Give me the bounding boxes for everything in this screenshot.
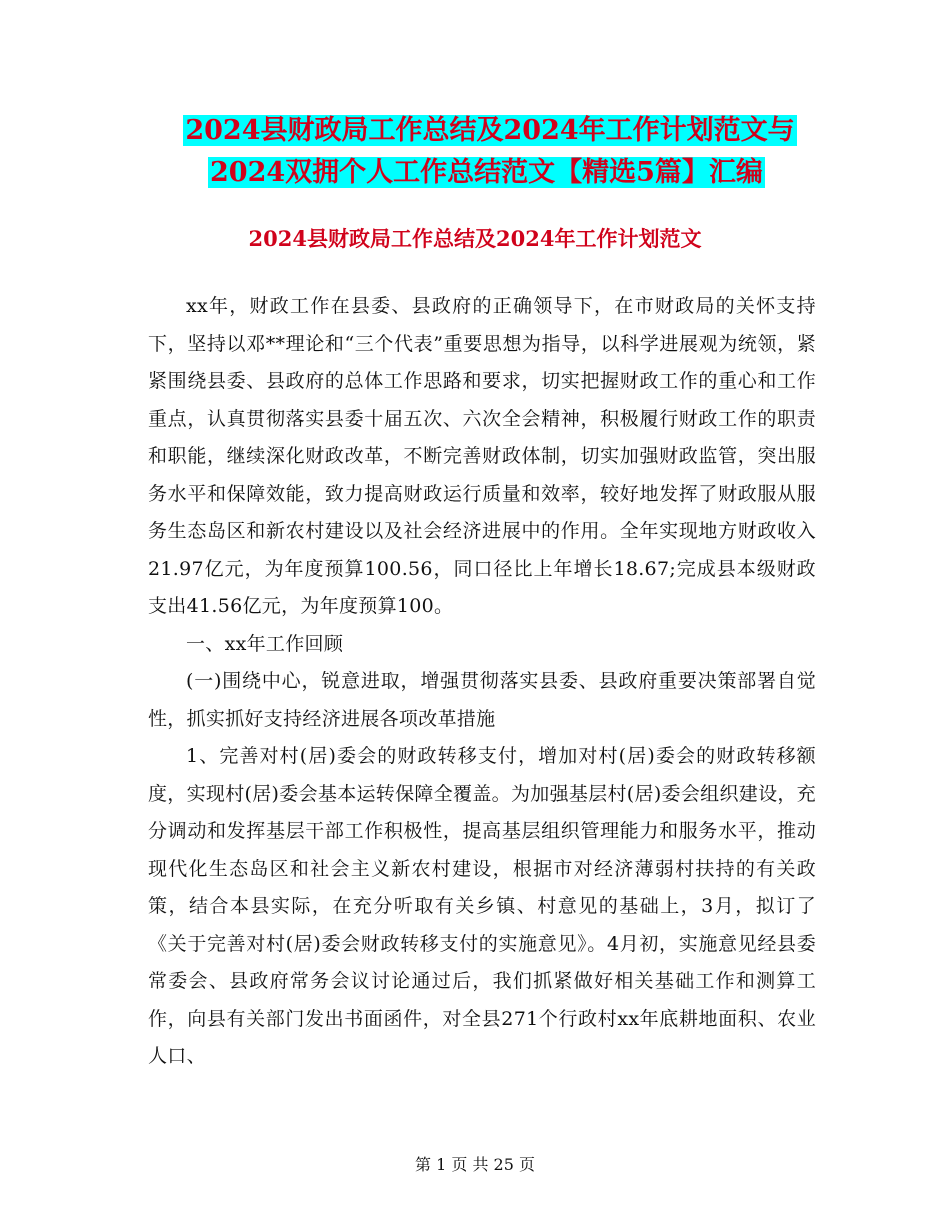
document-title-line-1	[0, 112, 950, 150]
title-highlight: 2024双拥个人工作总结范文【精选5篇】汇编	[210, 157, 763, 188]
paragraph: xx年，财政工作在县委、县政府的正确领导下，在市财政局的关怀支持下，坚持以邓**理论和“三个代表”重要思想为指导，以科学进展观为统领，紧紧围绕县委、县政府的总体工作思路和要求，切实把握财政工作的重心和工作重点，认真贯彻落实县委十届五次、六次全会精神，积极履行财政工作的职责和职能，继续深化财政改革，不断完善财政体制，切实加强财政监管，突出服务水平和保障效能，致力提高财政运行质量和效率，较好地发挥了财政服从服务生态岛区和新农村建设以及社会经济进展中的作用。全年实现地方财政收入21.97亿元，为年度预算100.56，同口径比上年增长18.67;完成县本级财政支出41.56亿元，为年度预算100。	[148, 295, 816, 617]
paragraph: 一、xx年工作回顾	[186, 632, 344, 655]
section-title: 2024县财政局工作总结及2024年工作计划范文	[248, 226, 702, 251]
document-body	[148, 288, 816, 1076]
title-highlight: 2024县财政局工作总结及2024年工作计划范文与	[185, 115, 795, 146]
paragraph: 1、完善对村(居)委会的财政转移支付，增加对村(居)委会的财政转移额度，实现村(居)委会基本运转保障全覆盖。为加强基层村(居)委会组织建设，充分调动和发挥基层干部工作积极性，提高基层组织管理能力和服务水平，推动现代化生态岛区和社会主义新农村建设，根据市对经济薄弱村扶持的有关政策，结合本县实际，在充分听取有关乡镇、村意见的基础上，3月，拟订了《关于完善对村(居)委会财政转移支付的实施意见》。4月初，实施意见经县委常委会、县政府常务会议讨论通过后，我们抓紧做好相关基础工作和测算工作，向县有关部门发出书面函件，对全县271个行政村xx年底耕地面积、农业人口、	[148, 745, 816, 1067]
document-title-line-2	[208, 154, 765, 192]
page-footer: 第 1 页 共 25 页	[415, 1155, 535, 1174]
paragraph: (一)围绕中心，锐意进取，增强贯彻落实县委、县政府重要决策部署自觉性，抓实抓好支持经济进展各项改革措施	[148, 670, 816, 730]
